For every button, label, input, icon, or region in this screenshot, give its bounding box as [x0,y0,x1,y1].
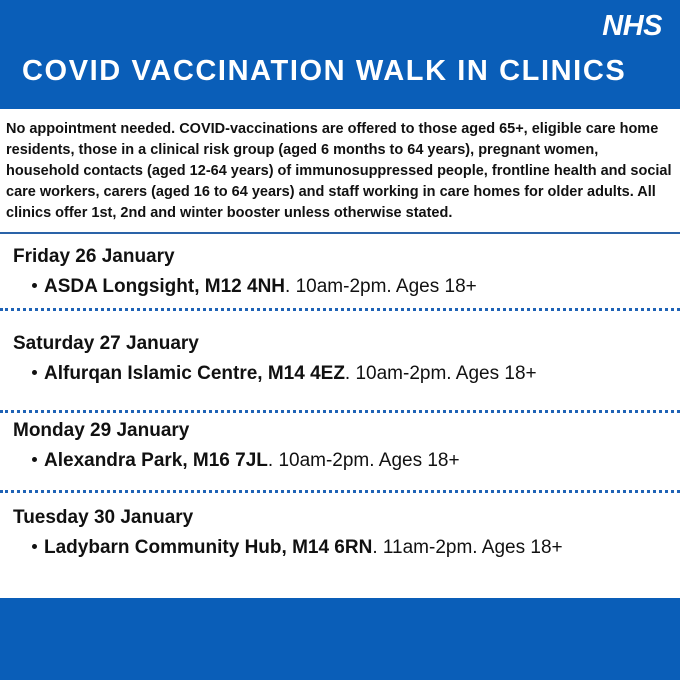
bullet-icon [32,283,37,288]
clinic-details: . 10am-2pm. Ages 18+ [285,276,477,297]
intro-divider [0,232,680,234]
clinic-list-item [32,275,477,299]
intro-text: No appointment needed. COVID-vaccinations are offered to those aged 65+, eligible care home residents, those in a clinical risk group (aged 6 months to 64 years), pregnant women, household contacts (aged 12-64 years) of immunosuppressed people, frontline health and social care workers, carers (aged 16 to 64 years) and staff working in care homes for older adults. All clinics offer 1st, 2nd and winter booster unless otherwise stated. [6,121,672,221]
clinic-name: Alfurqan Islamic Centre, M14 4EZ [44,363,345,384]
bullet-icon [32,370,37,375]
day-title: Friday 26 January [13,246,175,267]
nhs-logo: NHS [602,10,662,42]
clinic-details: . 10am-2pm. Ages 18+ [344,363,537,384]
clinic-name: Alexandra Park, M16 7JL [44,450,268,471]
header-banner [0,0,680,109]
clinic-name: ASDA Longsight, M12 4NH [44,276,286,297]
dotted-separator [0,490,680,493]
day-title: Monday 29 January [13,420,190,441]
clinic-details: . 11am-2pm. Ages 18+ [372,537,563,558]
dotted-separator [0,410,680,413]
bullet-icon [32,457,37,462]
clinic-list-item [32,362,537,386]
clinic-name: Ladybarn Community Hub, M14 6RN [44,537,373,558]
clinic-list-item [32,449,460,473]
footer-banner [0,598,680,680]
bullet-icon [32,544,37,549]
clinic-list-item [32,536,563,560]
day-title: Tuesday 30 January [13,507,194,528]
dotted-separator [0,308,680,311]
page-title: COVID VACCINATION WALK IN CLINICS [22,55,627,87]
day-title: Saturday 27 January [13,333,199,354]
clinic-details: . 10am-2pm. Ages 18+ [267,450,460,471]
